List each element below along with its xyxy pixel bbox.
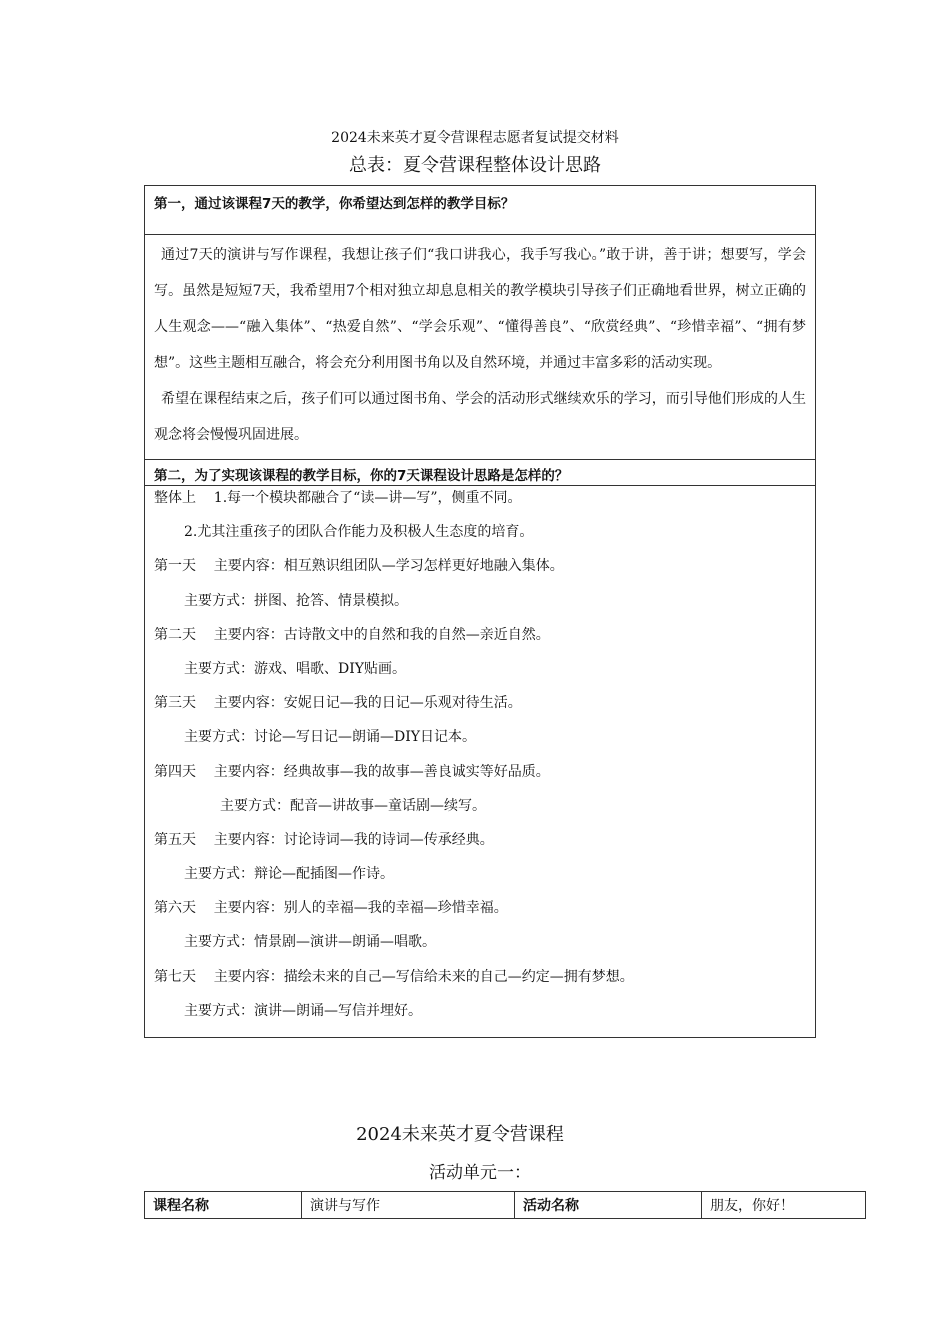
course-name-label: 课程名称 [145,1192,302,1219]
plan-line: 第七天 主要内容：描绘未来的自己—写信给未来的自己—约定—拥有梦想。 [154,968,634,985]
activity-name-value: 朋友，你好！ [702,1192,866,1219]
document-title: 2024未来英才夏令营课程志愿者复试提交材料 [331,130,619,146]
plan-line: 整体上 1.每一个模块都融合了“读—讲—写”，侧重不同。 [154,490,522,506]
goal-paragraph: 通过7天的演讲与写作课程，我想让孩子们“我口讲我心，我手写我心。”敢于讲，善于讲；想要写，学会写。虽然是短短7天，我希望用7个相对独立却息息相关的教学模块引导孩子们正确地看世界，树立正确的人生观念——“融入集体”、“热爱自然”、“学会乐观”、“懂得善良”、“欣赏经典”、“珍惜幸福”、“拥有梦想”。这些主题相互融合，将会充分利用图书角以及自然环境，并通过丰富多彩的活动实现。 [154,247,806,371]
plan-line: 第五天 主要内容：讨论诗词—我的诗词—传承经典。 [154,831,494,848]
plan-line: 2.尤其注重孩子的团队合作能力及积极人生态度的培育。 [184,524,534,541]
document-subtitle: 总表：夏令营课程整体设计思路 [349,155,601,176]
course-info-table [144,1191,866,1219]
section1-body [145,235,815,459]
design-table [144,185,816,1038]
plan-line: 主要方式：情景剧—演讲—朗诵—唱歌。 [184,934,436,951]
unit-title: 活动单元一： [429,1163,531,1183]
plan-line: 主要方式：拼图、抢答、情景模拟。 [184,592,408,609]
plan-line: 主要方式：游戏、唱歌、DIY贴画。 [184,660,406,677]
plan-line: 第二天 主要内容：古诗散文中的自然和我的自然—亲近自然。 [154,626,550,643]
section2-heading: 第二，为了实现该课程的教学目标，你的7天课程设计思路是怎样的？ [145,459,815,486]
plan-line: 第三天 主要内容：安妮日记—我的日记—乐观对待生活。 [154,695,522,712]
section2-body [145,486,815,1037]
plan-line: 主要方式：讨论—写日记—朗诵—DIY日记本。 [184,729,476,746]
plan-line: 主要方式：配音—讲故事—童话剧—续写。 [220,797,486,814]
course-title: 2024未来英才夏令营课程 [356,1124,564,1145]
plan-line: 第一天 主要内容：相互熟识组团队—学习怎样更好地融入集体。 [154,558,564,575]
plan-line: 主要方式：演讲—朗诵—写信并埋好。 [184,1002,422,1019]
plan-line: 主要方式：辩论—配插图—作诗。 [184,866,394,883]
activity-name-label: 活动名称 [515,1192,702,1219]
table-row [145,1192,866,1219]
goal-paragraph: 希望在课程结束之后，孩子们可以通过图书角、学会的活动形式继续欢乐的学习，而引导他们形成的人生观念将会慢慢巩固进展。 [154,391,806,443]
section1-heading: 第一，通过该课程7天的教学，你希望达到怎样的教学目标？ [145,186,815,235]
course-name-value: 演讲与写作 [302,1192,515,1219]
plan-line: 第六天 主要内容：别人的幸福—我的幸福—珍惜幸福。 [154,900,508,917]
plan-line: 第四天 主要内容：经典故事—我的故事—善良诚实等好品质。 [154,763,550,780]
